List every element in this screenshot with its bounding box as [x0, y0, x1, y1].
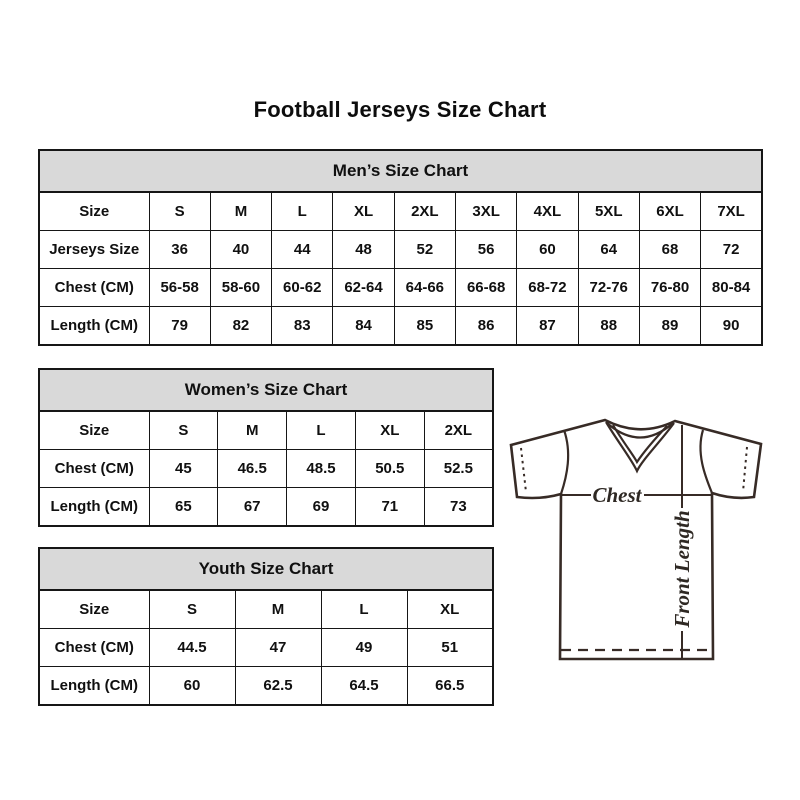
- value-cell: 84: [333, 307, 394, 346]
- value-cell: 67: [218, 488, 287, 527]
- value-cell: 65: [149, 488, 218, 527]
- value-cell: 64.5: [321, 667, 407, 706]
- value-cell: 45: [149, 450, 218, 488]
- value-cell: XL: [355, 411, 424, 450]
- value-cell: 68: [639, 231, 700, 269]
- right-cuff-stitch-line: [743, 447, 747, 492]
- value-cell: 52: [394, 231, 455, 269]
- table-title-row: [39, 150, 762, 192]
- table-row: [39, 307, 762, 346]
- value-cell: 69: [287, 488, 356, 527]
- table-title: Women’s Size Chart: [39, 369, 493, 411]
- value-cell: S: [149, 411, 218, 450]
- row-label-cell: Jerseys Size: [39, 231, 149, 269]
- value-cell: 88: [578, 307, 639, 346]
- table-title: Youth Size Chart: [39, 548, 493, 590]
- table-title-row: [39, 548, 493, 590]
- value-cell: 52.5: [424, 450, 493, 488]
- left-armhole-seam: [561, 430, 568, 494]
- value-cell: 51: [407, 629, 493, 667]
- value-cell: 4XL: [517, 192, 578, 231]
- value-cell: 80-84: [701, 269, 762, 307]
- value-cell: 3XL: [455, 192, 516, 231]
- youth-size-table: [38, 547, 494, 706]
- value-cell: M: [210, 192, 271, 231]
- row-label-cell: Chest (CM): [39, 450, 149, 488]
- value-cell: M: [218, 411, 287, 450]
- womens-size-table: [38, 368, 494, 527]
- row-label-cell: Size: [39, 192, 149, 231]
- value-cell: L: [321, 590, 407, 629]
- table-row: [39, 192, 762, 231]
- value-cell: 46.5: [218, 450, 287, 488]
- value-cell: 2XL: [394, 192, 455, 231]
- value-cell: 68-72: [517, 269, 578, 307]
- value-cell: 5XL: [578, 192, 639, 231]
- table-row: [39, 231, 762, 269]
- value-cell: 90: [701, 307, 762, 346]
- value-cell: 50.5: [355, 450, 424, 488]
- value-cell: 64-66: [394, 269, 455, 307]
- value-cell: 66.5: [407, 667, 493, 706]
- table-row: [39, 629, 493, 667]
- value-cell: 89: [639, 307, 700, 346]
- value-cell: 83: [272, 307, 333, 346]
- value-cell: 40: [210, 231, 271, 269]
- value-cell: 48: [333, 231, 394, 269]
- value-cell: 48.5: [287, 450, 356, 488]
- value-cell: 62.5: [235, 667, 321, 706]
- table-row: [39, 590, 493, 629]
- value-cell: 62-64: [333, 269, 394, 307]
- value-cell: 73: [424, 488, 493, 527]
- value-cell: 82: [210, 307, 271, 346]
- value-cell: 6XL: [639, 192, 700, 231]
- right-armhole-seam: [700, 430, 712, 493]
- value-cell: 60: [149, 667, 235, 706]
- jersey-measurement-diagram: [495, 398, 785, 680]
- value-cell: S: [149, 590, 235, 629]
- row-label-cell: Chest (CM): [39, 269, 149, 307]
- value-cell: L: [287, 411, 356, 450]
- value-cell: XL: [407, 590, 493, 629]
- value-cell: 71: [355, 488, 424, 527]
- value-cell: XL: [333, 192, 394, 231]
- value-cell: 79: [149, 307, 210, 346]
- row-label-cell: Length (CM): [39, 667, 149, 706]
- row-label-cell: Chest (CM): [39, 629, 149, 667]
- table-row: [39, 269, 762, 307]
- value-cell: 60: [517, 231, 578, 269]
- table-title: Men’s Size Chart: [39, 150, 762, 192]
- value-cell: 86: [455, 307, 516, 346]
- value-cell: 44.5: [149, 629, 235, 667]
- value-cell: 76-80: [639, 269, 700, 307]
- value-cell: 64: [578, 231, 639, 269]
- value-cell: 36: [149, 231, 210, 269]
- table-row: [39, 488, 493, 527]
- chest-label: Chest: [592, 483, 642, 507]
- value-cell: 49: [321, 629, 407, 667]
- value-cell: S: [149, 192, 210, 231]
- value-cell: 85: [394, 307, 455, 346]
- row-label-cell: Length (CM): [39, 488, 149, 527]
- table-row: [39, 667, 493, 706]
- value-cell: 58-60: [210, 269, 271, 307]
- front-length-label: Front Length: [670, 510, 694, 628]
- value-cell: 60-62: [272, 269, 333, 307]
- value-cell: 72: [701, 231, 762, 269]
- page-title: Football Jerseys Size Chart: [253, 97, 547, 122]
- table-row: [39, 411, 493, 450]
- row-label-cell: Length (CM): [39, 307, 149, 346]
- jersey-outline: [511, 420, 761, 659]
- value-cell: 2XL: [424, 411, 493, 450]
- value-cell: 7XL: [701, 192, 762, 231]
- value-cell: 56-58: [149, 269, 210, 307]
- value-cell: 56: [455, 231, 516, 269]
- value-cell: 66-68: [455, 269, 516, 307]
- table-row: [39, 450, 493, 488]
- mens-size-table: [38, 149, 763, 346]
- row-label-cell: Size: [39, 590, 149, 629]
- row-label-cell: Size: [39, 411, 149, 450]
- value-cell: 44: [272, 231, 333, 269]
- value-cell: 87: [517, 307, 578, 346]
- table-title-row: [39, 369, 493, 411]
- value-cell: L: [272, 192, 333, 231]
- value-cell: M: [235, 590, 321, 629]
- value-cell: 47: [235, 629, 321, 667]
- left-cuff-stitch-line: [521, 448, 526, 492]
- value-cell: 72-76: [578, 269, 639, 307]
